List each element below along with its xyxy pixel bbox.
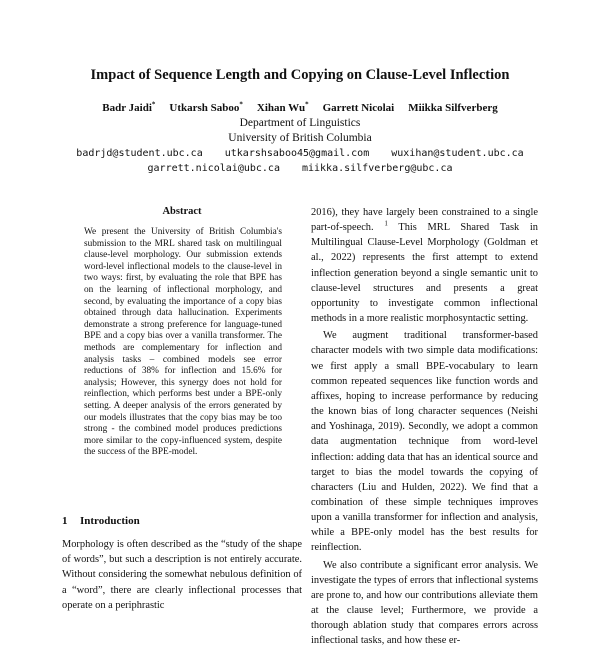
body-paragraph	[311, 205, 538, 326]
section-heading	[62, 515, 140, 527]
author-name: Utkarsh Saboo	[169, 102, 240, 114]
abstract-heading: Abstract	[162, 206, 202, 217]
body-paragraph: We also contribute a significant error analysis. We investigate the types of errors that inflectional systems are prone to, and how our contributions alleviate them at the clause level; Furthermore, we provide a thorough ablation study that compares errors across inflectional tasks, and how these er-	[311, 559, 538, 647]
paragraph-text: 2016), they have largely been constrained to a single part-of-speech.	[311, 207, 538, 234]
department: Department of Linguistics	[239, 117, 361, 129]
intro-paragraph: Morphology is often described as the “study of the shape of words”, but such a description is not entirely accurate. Without considering the somewhat nebulous definition of a “word”, there are clearly inflectional processes that operate on a periphrastic	[62, 539, 302, 611]
email-line	[10, 162, 590, 176]
email-line	[10, 147, 590, 161]
paper-title: Impact of Sequence Length and Copying on Clause-Level Inflection	[90, 67, 510, 83]
author-name: Badr Jaidi	[102, 102, 152, 114]
section-title: Introduction	[80, 515, 140, 527]
university: University of British Columbia	[228, 132, 372, 144]
author-name: Miikka Silfverberg	[408, 102, 498, 114]
right-column	[311, 205, 538, 649]
footnote-mark: 1	[384, 219, 388, 228]
body-paragraph: We augment traditional transformer-based character models with two simple data modifications: we first apply a small BPE-vocabulary to learn common repeated sequences like function words and affixes, hoping to increase performance by reducing the known bias of long character sequences (Neishi and Yoshinaga, 2019). Secondly, we adopt a common data augmentation technique from word-level inflection: adding data that has an identical source and target to bias the model towards the copying of characters (Liu and Hulden, 2022). We find that a combination of these simple techniques improves upon a vanilla transformer for inflection and analysis, while a BPE-only model has the best results for reinflection.	[311, 330, 538, 554]
email-address: miikka.silfverberg@ubc.ca	[301, 163, 453, 174]
email-address: wuxihan@student.ubc.ca	[391, 148, 524, 159]
author-list	[40, 101, 560, 115]
email-address: utkarshsaboo45@gmail.com	[224, 148, 370, 159]
author-name: Xihan Wu	[256, 102, 306, 114]
email-address: badrjd@student.ubc.ca	[76, 148, 203, 159]
paragraph-text: This MRL Shared Task in Multilingual Clause-Level Morphology (Goldman et al., 2022) represents the first attempt to extend inflection generation beyond a single semantic unit to clause-level structures and presents a great opportunity to investigate common inflectional methods in a more realistic morphosyntactic setting.	[311, 222, 538, 325]
section-number: 1	[62, 515, 68, 527]
author-mark: *	[305, 100, 309, 109]
abstract-text: We present the University of British Columbia's submission to the MRL shared task on multilingual clause-level morphology. Our submission extends word-level inflectional models to the clause-level in two ways: first, by evaluating the role that BPE has on the learning of inflectional morphology, and second, by evaluating the importance of a copy bias obtained through data hallucination. Experiments demonstrate a strong preference for language-tuned BPE and a copy bias over a vanilla transformer. The methods are complementary for inflection and analysis tasks – combined models see error reductions of 38% for inflection and 15.6% for analysis; However, this synergy does not hold for reinflection, which performs best under a BPE-only setting. A deeper analysis of the errors generated by our models illustrates that the copy bias may be too strong - the combined model produces predictions more similar to the copy-influenced system, despite the success of the BPE-model.	[84, 227, 282, 458]
author-mark: *	[151, 100, 156, 109]
author-name: Garrett Nicolai	[322, 102, 395, 114]
email-address: garrett.nicolai@ubc.ca	[147, 163, 280, 174]
author-mark: *	[239, 100, 243, 109]
